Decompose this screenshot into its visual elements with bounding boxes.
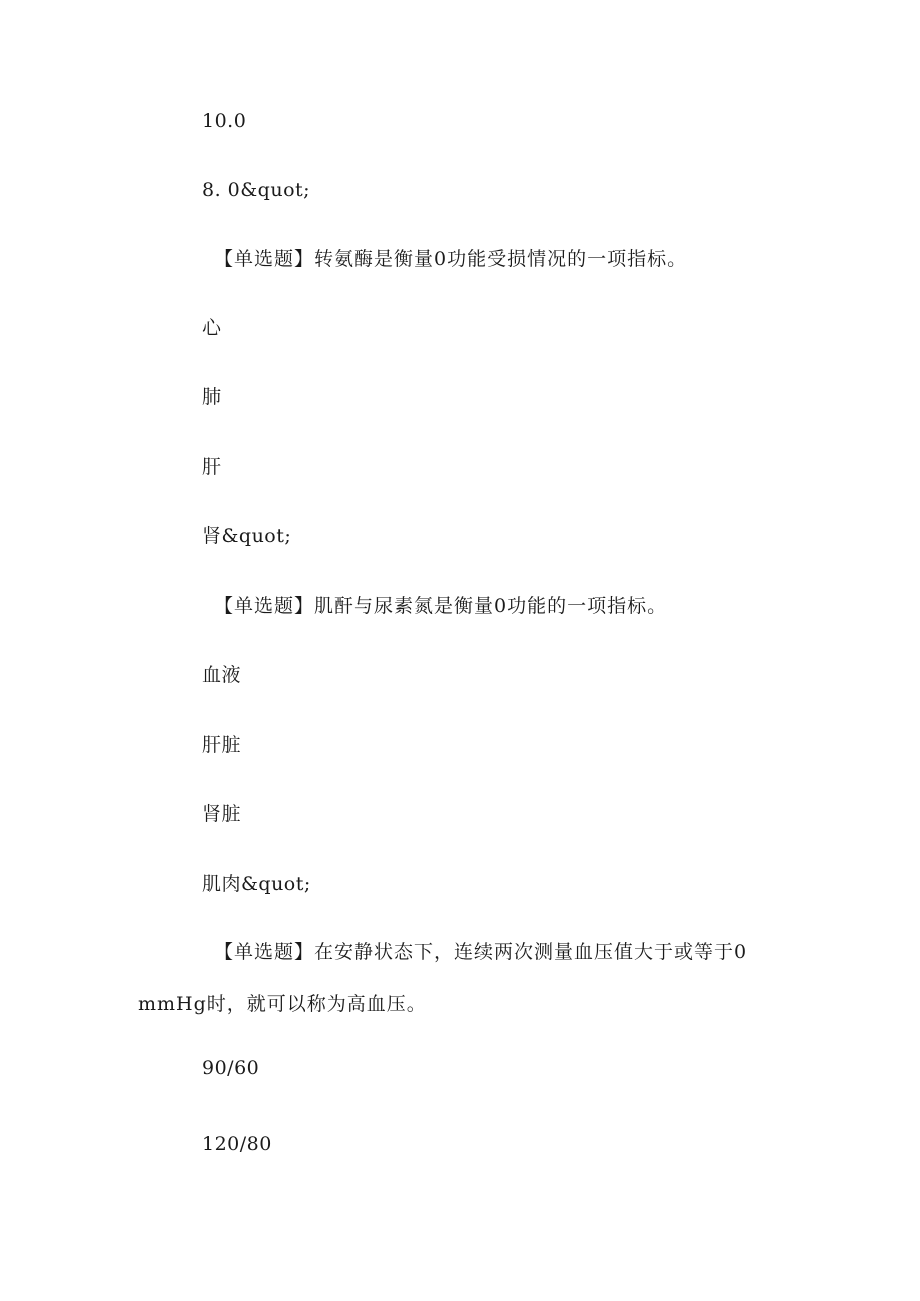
option-text: 肾脏 — [202, 803, 242, 825]
option-text: 肌肉&quot; — [202, 873, 311, 895]
option-text: 8. 0&quot; — [202, 179, 311, 201]
question-text: 【单选题】在安静状态下，连续两次测量血压值大于或等于0 mmHg时，就可以称为高血压。 — [138, 941, 748, 1015]
question-text: 【单选题】转氨酶是衡量0功能受损情况的一项指标。 — [214, 248, 688, 270]
option-text: 肝脏 — [202, 734, 242, 756]
option-text: 肺 — [202, 386, 222, 408]
question-text: 【单选题】肌酐与尿素氮是衡量0功能的一项指标。 — [214, 595, 668, 617]
option-text: 血液 — [202, 664, 242, 686]
option-text: 心 — [202, 317, 222, 339]
option-text: 10.0 — [202, 110, 247, 132]
option-text: 120/80 — [202, 1133, 272, 1155]
option-text: 90/60 — [202, 1057, 260, 1079]
option-text: 肝 — [202, 456, 222, 478]
option-text: 肾&quot; — [202, 525, 292, 547]
